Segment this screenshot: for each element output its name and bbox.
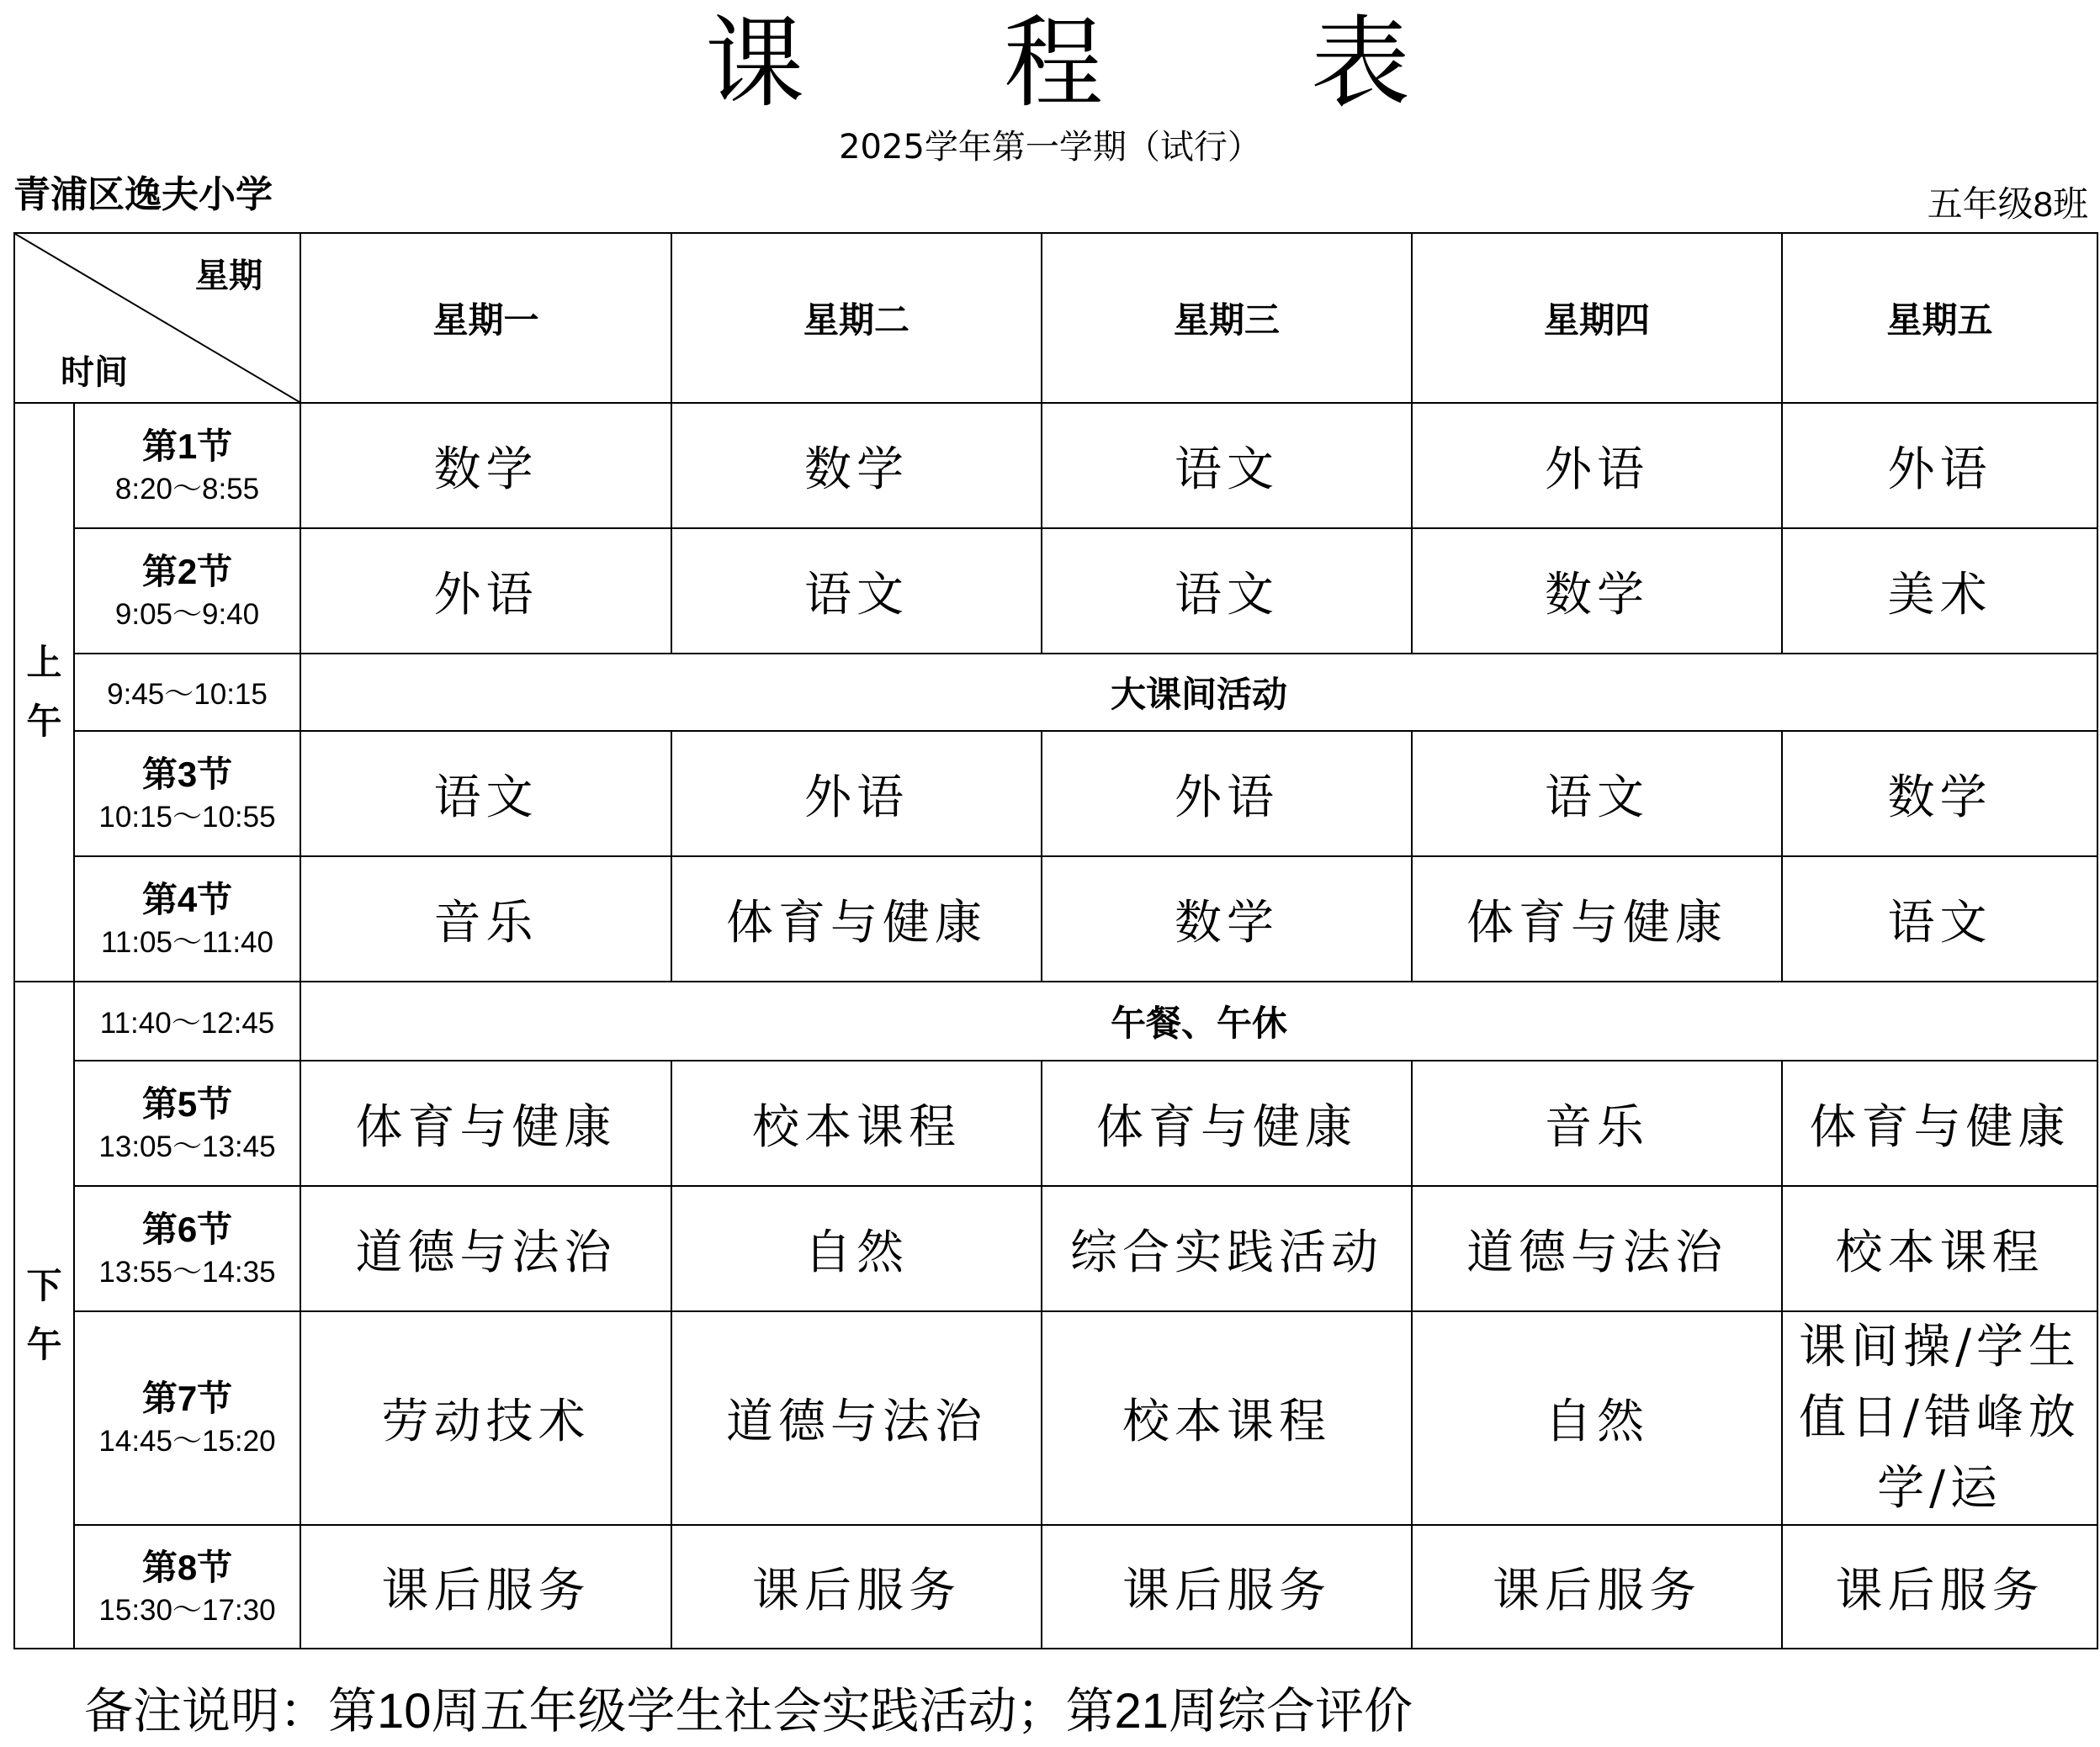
subject-cell: 外语	[1782, 403, 2097, 528]
break-activity: 午餐、午休	[300, 982, 2097, 1061]
subject-cell: 课后服务	[1042, 1525, 1412, 1649]
header-row	[14, 233, 2097, 403]
subject-cell: 语文	[1782, 856, 2097, 982]
subject-cell: 劳动技术	[300, 1311, 671, 1525]
subject-cell: 道德与法治	[671, 1311, 1042, 1525]
subject-cell: 自然	[1412, 1311, 1782, 1525]
period-time: 15:30～17:30	[98, 1593, 276, 1627]
subject-cell: 体育与健康	[300, 1061, 671, 1186]
subject-cell: 音乐	[1412, 1061, 1782, 1186]
morning-char: 上	[26, 643, 62, 682]
subject-cell: 音乐	[300, 856, 671, 982]
period-cell	[74, 1186, 300, 1311]
subject-text: 课间操/学生值日/错峰放学/运	[1799, 1320, 2081, 1516]
subject-cell: 美术	[1782, 528, 2097, 654]
period-cell	[74, 1311, 300, 1525]
period-name: 第8节	[141, 1547, 233, 1587]
subject-cell: 道德与法治	[300, 1186, 671, 1311]
period-name: 第2节	[141, 551, 233, 591]
day-header: 星期五	[1782, 233, 2097, 403]
subject-cell: 体育与健康	[1042, 1061, 1412, 1186]
day-header: 星期一	[300, 233, 671, 403]
subject-cell: 语文	[1042, 403, 1412, 528]
period-row	[14, 528, 2097, 654]
subject-cell: 数学	[671, 403, 1042, 528]
subject-cell: 校本课程	[1042, 1311, 1412, 1525]
period-cell	[74, 528, 300, 654]
subject-cell: 语文	[300, 731, 671, 856]
period-name: 第6节	[141, 1209, 233, 1249]
subject-cell: 外语	[1042, 731, 1412, 856]
period-cell	[74, 731, 300, 856]
period-time: 8:20～8:55	[114, 472, 260, 506]
subject-cell: 课后服务	[671, 1525, 1042, 1649]
subject-cell: 体育与健康	[1412, 856, 1782, 982]
period-row	[14, 1186, 2097, 1311]
subject-cell: 数学	[1412, 528, 1782, 654]
subject-cell: 语文	[1412, 731, 1782, 856]
period-time: 10:15～10:55	[98, 800, 276, 834]
corner-cell	[14, 233, 300, 403]
period-time: 11:05～11:40	[101, 925, 273, 959]
title-char: 课	[705, 5, 805, 121]
subject-cell: 课后服务	[300, 1525, 671, 1649]
subject-cell: 道德与法治	[1412, 1186, 1782, 1311]
subject-cell: 体育与健康	[1782, 1061, 2097, 1186]
period-row	[14, 1525, 2097, 1649]
corner-time-label: 时间	[61, 354, 128, 391]
period-row	[14, 403, 2097, 528]
period-row	[14, 1311, 2097, 1525]
break-time: 9:45～10:15	[74, 654, 300, 731]
period-cell	[74, 1061, 300, 1186]
subject-cell	[1782, 1311, 2097, 1525]
period-name: 第5节	[141, 1083, 233, 1124]
period-time: 13:55～14:35	[98, 1255, 276, 1289]
day-header: 星期二	[671, 233, 1042, 403]
morning-char: 午	[26, 701, 62, 741]
subject-cell: 课后服务	[1412, 1525, 1782, 1649]
footnote: 备注说明：第10周五年级学生社会实践活动；第21周综合评价	[84, 1684, 1413, 1739]
period-row	[14, 856, 2097, 982]
afternoon-label	[14, 982, 74, 1649]
morning-label	[14, 403, 74, 982]
period-time: 9:05～9:40	[114, 597, 260, 631]
subject-cell: 数学	[300, 403, 671, 528]
subject-cell: 数学	[1782, 731, 2097, 856]
period-time: 13:05～13:45	[98, 1130, 276, 1163]
period-name: 第7节	[141, 1379, 233, 1418]
class-name: 五年级8班	[1927, 184, 2088, 224]
subject-cell: 校本课程	[1782, 1186, 2097, 1311]
day-header: 星期三	[1042, 233, 1412, 403]
break-activity: 大课间活动	[300, 654, 2097, 731]
period-cell	[74, 856, 300, 982]
period-cell	[74, 1525, 300, 1649]
subject-cell: 语文	[671, 528, 1042, 654]
period-name: 第3节	[141, 754, 233, 794]
subject-cell: 自然	[671, 1186, 1042, 1311]
title-char: 程	[1004, 5, 1104, 121]
day-header: 星期四	[1412, 233, 1782, 403]
period-row	[14, 1061, 2097, 1186]
subject-cell: 课后服务	[1782, 1525, 2097, 1649]
subject-cell: 体育与健康	[671, 856, 1042, 982]
break-time: 11:40～12:45	[74, 982, 300, 1061]
page-title	[0, 0, 2100, 126]
afternoon-char: 午	[26, 1324, 62, 1364]
subject-cell: 外语	[671, 731, 1042, 856]
period-cell	[74, 403, 300, 528]
subject-cell: 校本课程	[671, 1061, 1042, 1186]
afternoon-char: 下	[26, 1265, 62, 1305]
title-char: 表	[1311, 5, 1411, 121]
period-row	[14, 731, 2097, 856]
school-name: 青浦区逸夫小学	[13, 174, 273, 215]
subject-cell: 综合实践活动	[1042, 1186, 1412, 1311]
period-time: 14:45～15:20	[98, 1425, 276, 1458]
corner-week-label: 星期	[195, 257, 262, 294]
subject-cell: 语文	[1042, 528, 1412, 654]
break-row	[14, 982, 2097, 1061]
semester-subtitle: 2025学年第一学期（试行）	[839, 128, 1261, 167]
subject-cell: 数学	[1042, 856, 1412, 982]
subject-cell: 外语	[1412, 403, 1782, 528]
break-row	[14, 654, 2097, 731]
period-name: 第1节	[141, 426, 233, 466]
timetable	[13, 232, 2098, 1649]
subject-cell: 外语	[300, 528, 671, 654]
period-name: 第4节	[141, 879, 233, 919]
